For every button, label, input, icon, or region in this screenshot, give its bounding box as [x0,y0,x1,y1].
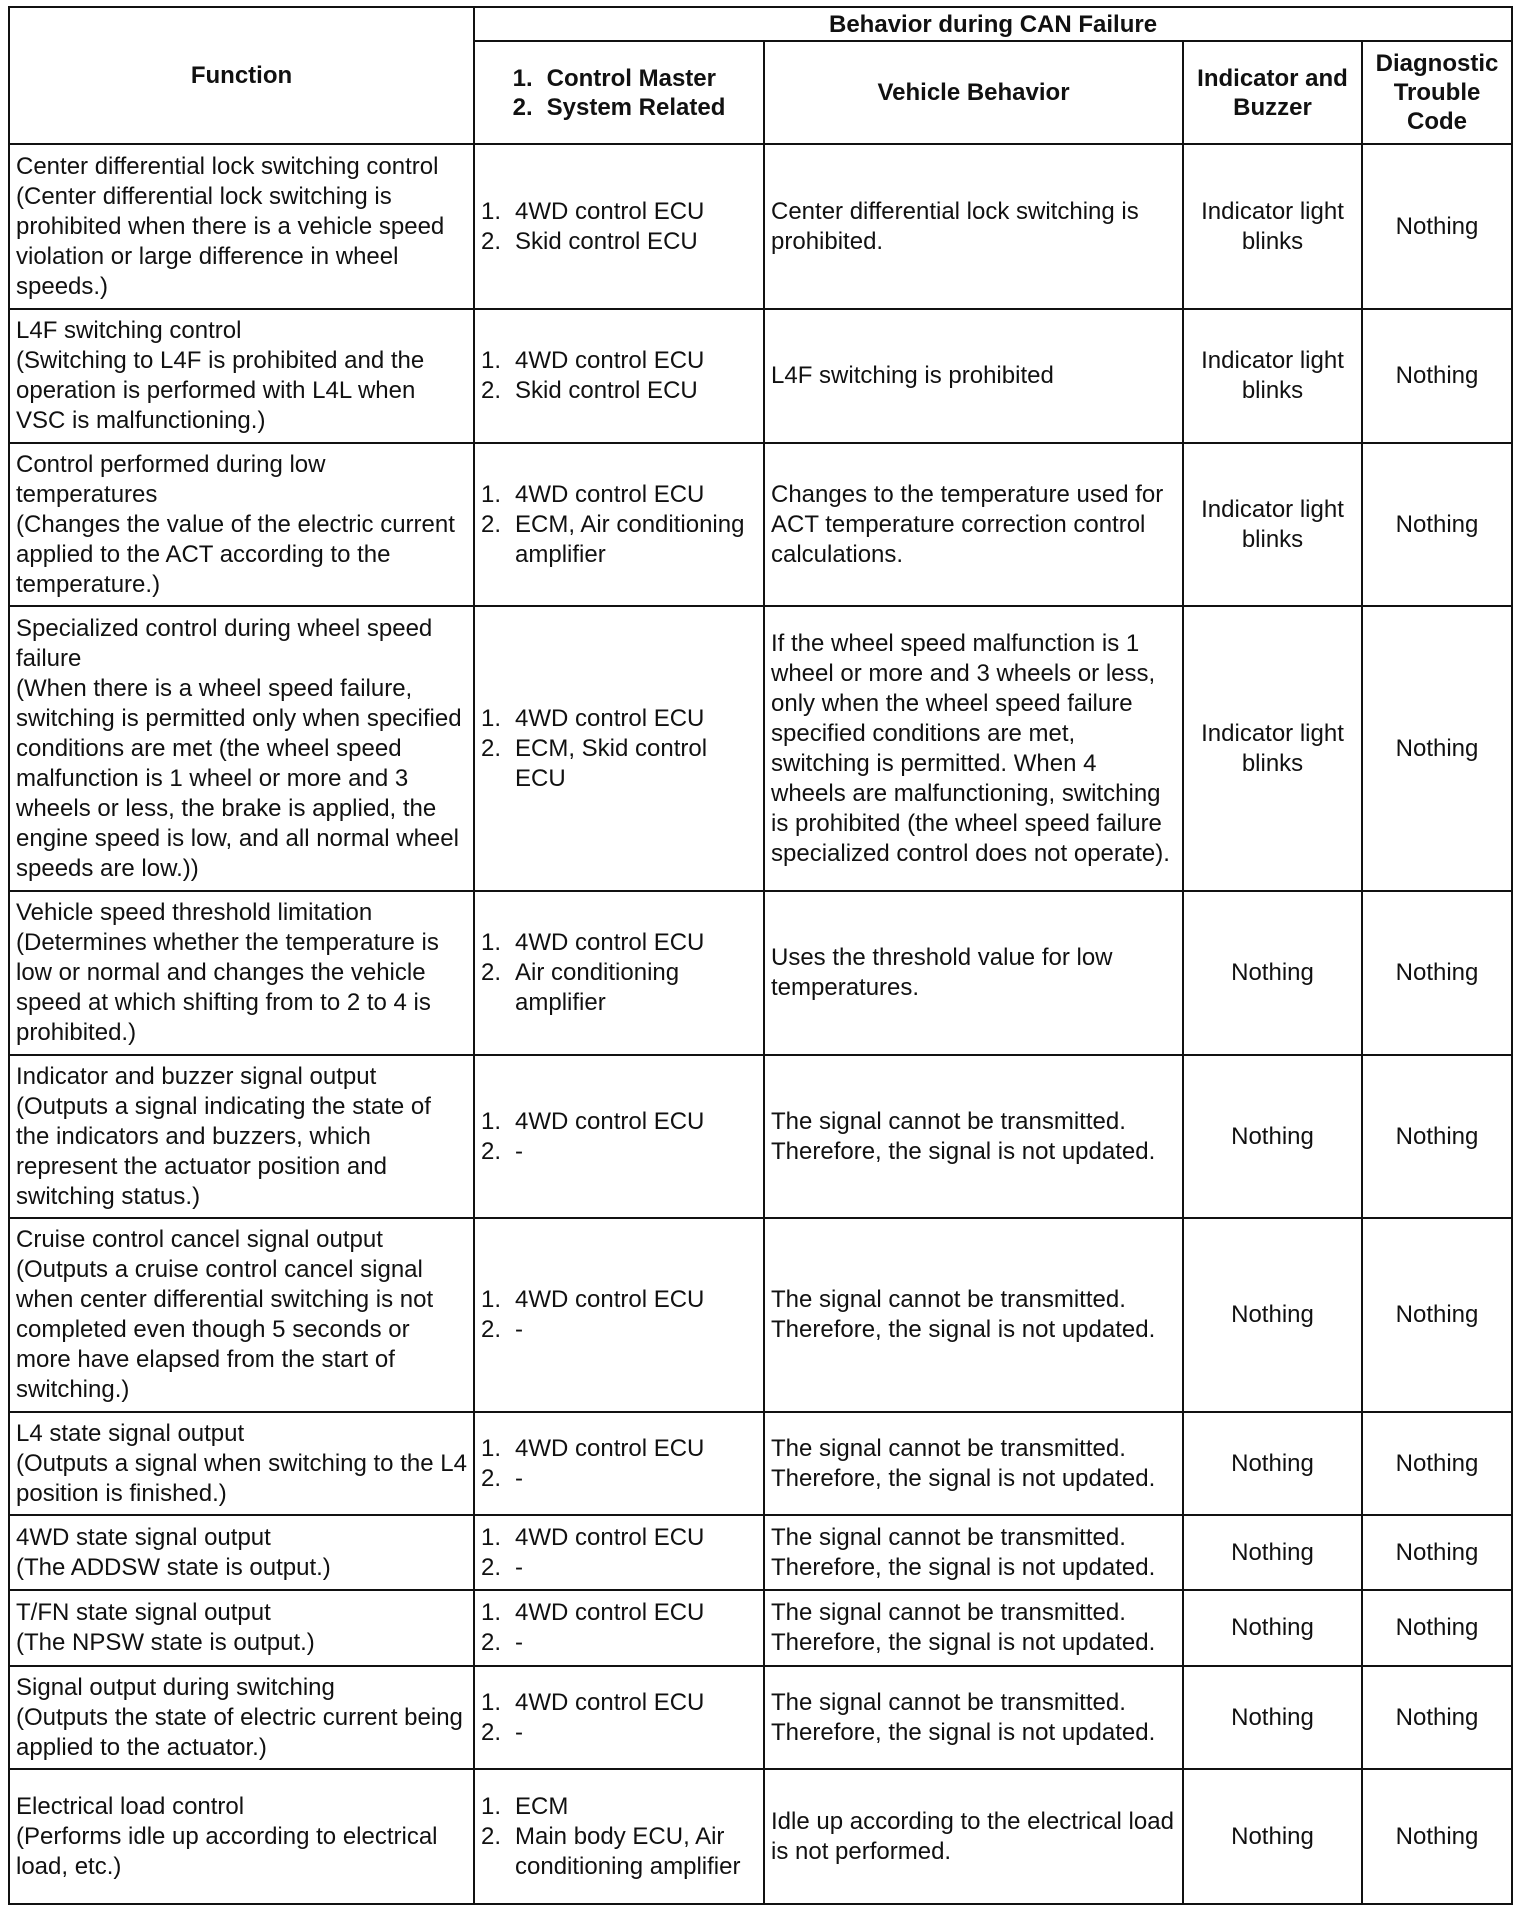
control-item-1: 1. 4WD control ECU [481,1523,705,1551]
indicator-cell: Nothing [1183,1590,1362,1666]
control-item-text: 4WD control ECU [515,1107,705,1135]
control-list [481,1688,757,1748]
control-item-text: 4WD control ECU [515,929,705,956]
function-title: Indicator and buzzer signal output [16,1062,377,1090]
dtc-cell: Nothing [1362,1412,1512,1515]
control-cell [474,891,764,1055]
indicator-cell: Nothing [1183,1666,1362,1769]
can-failure-table [8,6,1513,1905]
control-item-text: ECM, Air conditioning amplifier [515,510,745,568]
function-detail: (The ADDSW state is output.) [16,1553,331,1581]
dtc-cell: Nothing [1362,1055,1512,1218]
function-title: L4 state signal output [16,1419,245,1447]
control-item-2: 2. Skid control ECU [481,227,698,255]
dtc-cell: Nothing [1362,891,1512,1055]
control-item-text: 4WD control ECU [515,1599,705,1626]
function-cell [9,1515,474,1590]
dtc-cell: Nothing [1362,1218,1512,1412]
control-item-text: 4WD control ECU [515,197,705,225]
indicator-cell: Nothing [1183,1412,1362,1515]
table-row [9,1590,1512,1666]
control-item-1: 1. 4WD control ECU [481,1434,705,1462]
control-item-2: 2. - [481,1464,523,1492]
function-detail: (When there is a wheel speed failure, switching is permitted only when specified conditions are met (the wheel speed malfunction is 1 wheel or more and 3 wheels or less, the brake is applied, the engine speed is low, and all normal wheel speeds are low.)) [16,674,462,882]
header-vehicle-behavior: Vehicle Behavior [764,41,1183,144]
control-item-text: 4WD control ECU [515,1286,705,1313]
control-item-text: ECM, Skid control ECU [515,734,708,792]
indicator-cell: Indicator light blinks [1183,443,1362,606]
control-list [481,1792,757,1882]
table-row [9,443,1512,606]
control-cell [474,144,764,309]
table-row [9,1666,1512,1769]
control-item-text: Main body ECU, Air conditioning amplifier [515,1822,741,1880]
function-detail: (Performs idle up according to electrical load, etc.) [16,1822,438,1880]
header-indicator-buzzer: Indicator and Buzzer [1183,41,1362,144]
control-item-1: 1. 4WD control ECU [481,347,705,374]
function-cell [9,1218,474,1412]
function-title: Signal output during switching [16,1673,335,1701]
function-cell [9,606,474,891]
header-function: Function [9,7,474,144]
dtc-cell: Nothing [1362,144,1512,309]
dtc-cell: Nothing [1362,1590,1512,1666]
control-item-2: 2. - [481,1553,523,1581]
function-detail: (The NPSW state is output.) [16,1629,315,1656]
control-item-text: - [515,1718,523,1746]
function-detail: (Outputs a signal when switching to the L4 position is finished.) [16,1449,467,1507]
control-item-text: - [515,1316,523,1343]
vehicle-behavior-cell: The signal cannot be transmitted. Therefore, the signal is not updated. [764,1218,1183,1412]
control-cell [474,606,764,891]
vehicle-behavior-cell: Center differential lock switching is prohibited. [764,144,1183,309]
control-list [481,1523,757,1583]
control-item-2: 2. Air conditioning amplifier [481,958,757,1018]
control-item-1: 1. 4WD control ECU [481,929,705,956]
control-cell [474,1218,764,1412]
function-title: L4F switching control [16,317,242,344]
table-row [9,1515,1512,1590]
function-title: Vehicle speed threshold limitation [16,899,373,926]
control-item-1: 1. 4WD control ECU [481,1286,705,1313]
control-item-1: 1. 4WD control ECU [481,1599,705,1626]
control-item-1: 1. 4WD control ECU [481,704,705,732]
header-control-item-1: Control Master [546,64,716,92]
indicator-cell: Indicator light blinks [1183,606,1362,891]
function-detail: (Changes the value of the electric current applied to the ACT according to the temperature.) [16,510,455,598]
vehicle-behavior-cell: The signal cannot be transmitted. Therefore, the signal is not updated. [764,1412,1183,1515]
indicator-cell: Nothing [1183,1515,1362,1590]
function-cell [9,443,474,606]
function-cell [9,1769,474,1904]
table-row [9,144,1512,309]
control-item-text: - [515,1464,523,1492]
indicator-cell: Indicator light blinks [1183,309,1362,443]
control-item-2: 2. - [481,1316,523,1343]
header-dtc: Diagnostic Trouble Code [1362,41,1512,144]
control-item-text: ECM [515,1792,569,1820]
function-cell [9,1055,474,1218]
control-list [481,1107,757,1167]
function-cell [9,1666,474,1769]
control-item-text: Skid control ECU [515,377,698,404]
control-item-2: 2. - [481,1629,523,1656]
control-item-1: 1. 4WD control ECU [481,1688,705,1716]
function-detail: (Outputs a signal indicating the state of the indicators and buzzers, which represent the actuator position and switching status.) [16,1092,431,1210]
control-item-2: 2. ECM, Skid control ECU [481,734,757,794]
function-title: Specialized control during wheel speed failure [16,614,433,672]
control-cell [474,1055,764,1218]
table-header [9,7,1512,144]
indicator-cell: Nothing [1183,1769,1362,1904]
control-list [481,1434,757,1494]
dtc-cell: Nothing [1362,1666,1512,1769]
control-item-text: - [515,1629,523,1656]
indicator-cell: Indicator light blinks [1183,144,1362,309]
dtc-cell: Nothing [1362,1769,1512,1904]
function-title: 4WD state signal output [16,1523,271,1551]
function-detail: (Center differential lock switching is prohibited when there is a vehicle speed violation or large difference in wheel speeds.) [16,182,445,300]
function-title: Center differential lock switching control [16,152,439,180]
indicator-cell: Nothing [1183,1218,1362,1412]
table-row [9,891,1512,1055]
table-row [9,309,1512,443]
function-cell [9,144,474,309]
vehicle-behavior-cell: Idle up according to the electrical load is not performed. [764,1769,1183,1904]
dtc-cell: Nothing [1362,606,1512,891]
vehicle-behavior-cell: If the wheel speed malfunction is 1 wheel or more and 3 wheels or less, only when the wheel speed failure specified conditions are met, switching is permitted. When 4 wheels are malfunctioning, switching is prohibited (the wheel speed failure specialized control does not operate). [764,606,1183,891]
vehicle-behavior-cell: The signal cannot be transmitted. Therefore, the signal is not updated. [764,1590,1183,1666]
control-item-text: 4WD control ECU [515,1434,705,1462]
function-detail: (Outputs the state of electric current being applied to the actuator.) [16,1703,463,1761]
control-item-text: 4WD control ECU [515,1523,705,1551]
control-item-text: 4WD control ECU [515,1688,705,1716]
control-item-text: 4WD control ECU [515,704,705,732]
control-list [481,1598,757,1658]
vehicle-behavior-cell: Changes to the temperature used for ACT temperature correction control calculations. [764,443,1183,606]
function-title: Electrical load control [16,1792,245,1820]
function-detail: (Switching to L4F is prohibited and the operation is performed with L4L when VSC is malfunctioning.) [16,347,425,434]
function-title: Cruise control cancel signal output [16,1226,383,1253]
control-item-2: 2. Skid control ECU [481,377,698,404]
header-control-item-2: System Related [546,93,726,121]
function-cell [9,309,474,443]
control-item-1: 1. 4WD control ECU [481,197,705,225]
function-title: Control performed during low temperatures [16,450,326,508]
control-list [481,346,757,406]
control-item-text: 4WD control ECU [515,480,705,508]
control-cell [474,1515,764,1590]
control-cell [474,1769,764,1904]
control-list [481,704,757,794]
control-cell [474,309,764,443]
control-item-text: Air conditioning amplifier [515,959,680,1016]
control-item-1: 1. 4WD control ECU [481,480,705,508]
control-item-2: 2. Main body ECU, Air conditioning amplifier [481,1822,757,1882]
table-body [9,144,1512,1904]
header-behavior-group: Behavior during CAN Failure [474,7,1512,41]
indicator-cell: Nothing [1183,891,1362,1055]
vehicle-behavior-cell: The signal cannot be transmitted. Therefore, the signal is not updated. [764,1515,1183,1590]
control-item-1: 1. ECM [481,1792,569,1820]
dtc-cell: Nothing [1362,309,1512,443]
control-item-text: - [515,1553,523,1581]
table-row [9,1412,1512,1515]
control-item-text: Skid control ECU [515,227,698,255]
table-row [9,1055,1512,1218]
control-item-1: 1. 4WD control ECU [481,1107,705,1135]
control-list [481,197,757,257]
function-cell [9,1590,474,1666]
function-cell [9,891,474,1055]
control-cell [474,1412,764,1515]
function-title: T/FN state signal output [16,1599,271,1626]
dtc-cell: Nothing [1362,1515,1512,1590]
control-list [481,480,757,570]
function-cell [9,1412,474,1515]
vehicle-behavior-cell: The signal cannot be transmitted. Therefore, the signal is not updated. [764,1055,1183,1218]
vehicle-behavior-cell: Uses the threshold value for low temperatures. [764,891,1183,1055]
control-item-text: 4WD control ECU [515,347,705,374]
function-detail: (Outputs a cruise control cancel signal when center differential switching is not completed even though 5 seconds or more have elapsed from the start of switching.) [16,1256,434,1403]
table-row [9,606,1512,891]
header-control-master: 1. Control Master 2. System Related [474,41,764,144]
table-row [9,1218,1512,1412]
indicator-cell: Nothing [1183,1055,1362,1218]
control-item-2: 2. ECM, Air conditioning amplifier [481,510,757,570]
control-item-2: 2. - [481,1718,523,1746]
control-item-2: 2. - [481,1137,523,1165]
control-cell [474,1666,764,1769]
control-item-text: - [515,1137,523,1165]
dtc-cell: Nothing [1362,443,1512,606]
control-list [481,928,757,1018]
vehicle-behavior-cell: The signal cannot be transmitted. Therefore, the signal is not updated. [764,1666,1183,1769]
control-cell [474,443,764,606]
vehicle-behavior-cell: L4F switching is prohibited [764,309,1183,443]
function-detail: (Determines whether the temperature is low or normal and changes the vehicle speed at which shifting from to 2 to 4 is prohibited.) [16,929,439,1046]
table-row [9,1769,1512,1904]
control-list [481,1285,757,1345]
control-cell [474,1590,764,1666]
